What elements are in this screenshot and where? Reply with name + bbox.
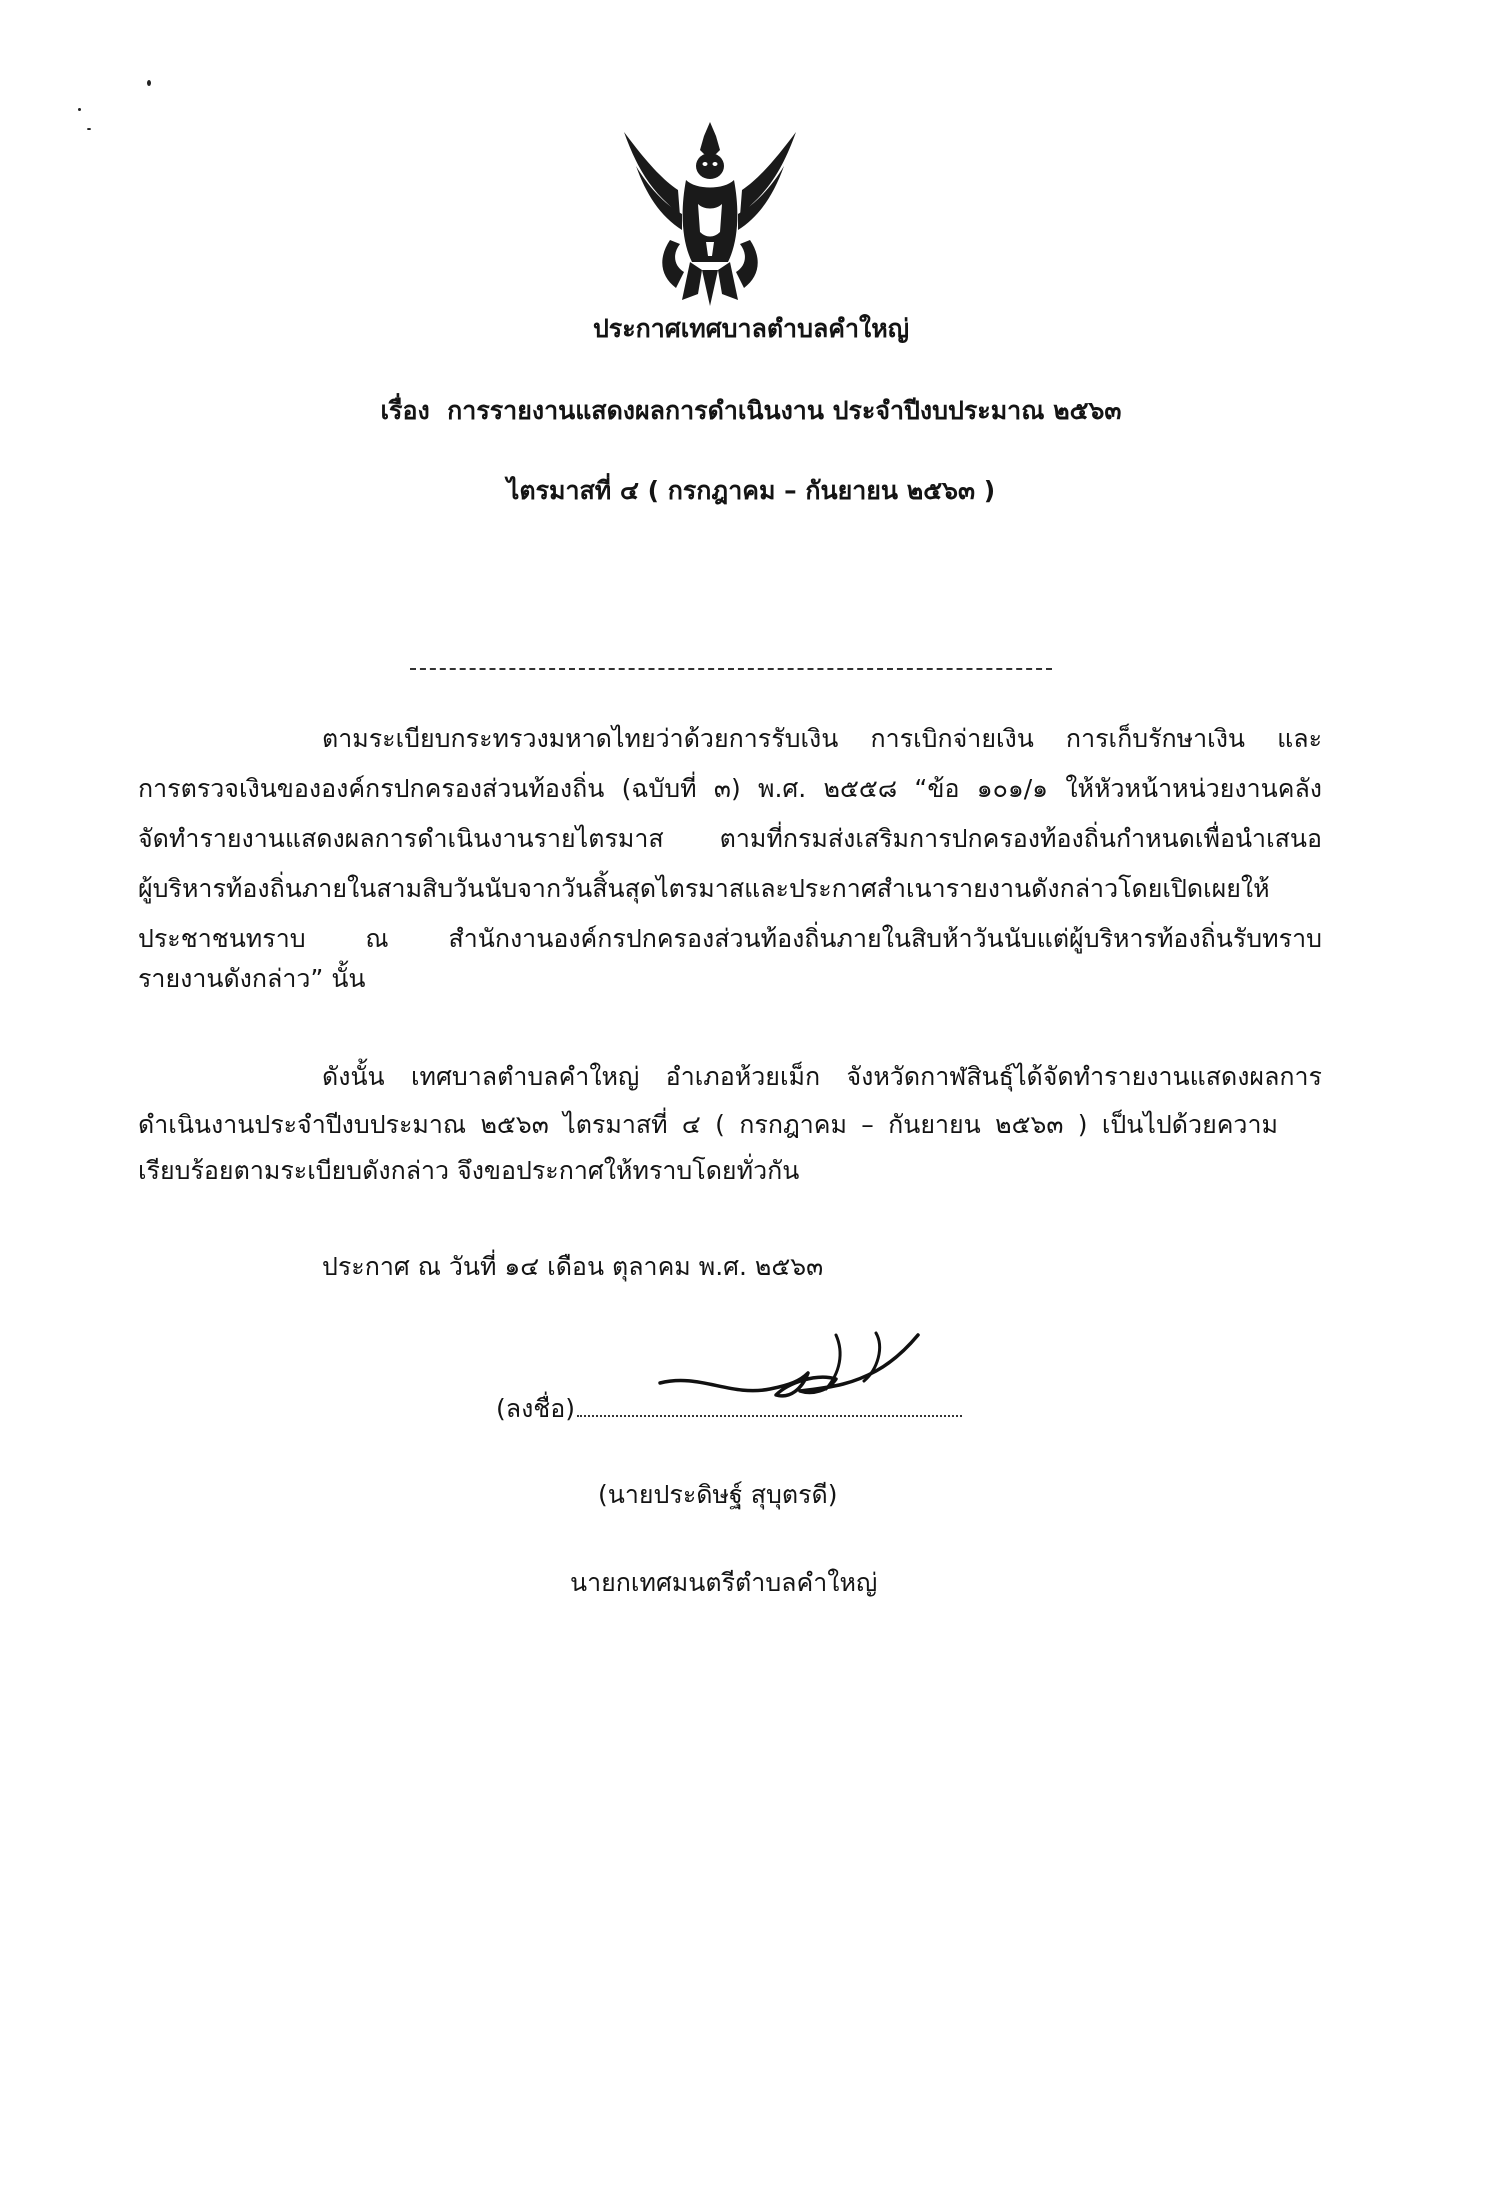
- paragraph1-line-2: การตรวจเงินขององค์กรปกครองส่วนท้องถิ่น (ฉบับที่ ๓) พ.ศ. ๒๕๕๘ “ข้อ ๑๐๑/๑ ให้หัวหน้าหน่วยงานคลัง: [138, 774, 1322, 803]
- subject-line: [0, 394, 1502, 428]
- signer-position: นายกเทศมนตรีตำบลคำใหญ่: [570, 1568, 878, 1597]
- garuda-emblem-icon: [620, 120, 800, 310]
- paragraph1-line-1: ตามระเบียบกระทรวงมหาดไทยว่าด้วยการรับเงิน การเบิกจ่ายเงิน การเก็บรักษาเงิน และ: [322, 724, 1322, 753]
- scan-speck: [87, 128, 91, 130]
- signature-dotted-line: [577, 1415, 962, 1417]
- announcement-title: ประกาศเทศบาลตำบลคำใหญ่: [592, 314, 910, 343]
- announcement-date: ประกาศ ณ วันที่ ๑๔ เดือน ตุลาคม พ.ศ. ๒๕๖๓: [322, 1252, 824, 1281]
- quarter-line: ไตรมาสที่ ๔ ( กรกฎาคม – กันยายน ๒๕๖๓ ): [506, 476, 996, 505]
- scan-speck: [147, 80, 151, 86]
- signer-name: (นายประดิษฐ์ สุบุตรดี): [598, 1480, 838, 1509]
- sign-line: [496, 1392, 962, 1426]
- paragraph2-line-3: เรียบร้อยตามระเบียบดังกล่าว จึงขอประกาศให้ทราบโดยทั่วกัน: [138, 1156, 800, 1185]
- scan-speck: [78, 108, 81, 111]
- paragraph1-line-3: จัดทำรายงานแสดงผลการดำเนินงานรายไตรมาส ตามที่กรมส่งเสริมการปกครองท้องถิ่นกำหนดเพื่อนำเสนอ: [138, 824, 1322, 853]
- sign-label: (ลงชื่อ): [496, 1394, 576, 1423]
- paragraph1-line-5: ประชาชนทราบ ณ สำนักงานองค์กรปกครองส่วนท้องถิ่นภายในสิบห้าวันนับแต่ผู้บริหารท้องถิ่นรับทราบ: [138, 924, 1322, 953]
- paragraph2-line-1: ดังนั้น เทศบาลตำบลคำใหญ่ อำเภอห้วยเม็ก จังหวัดกาฬสินธุ์ได้จัดทำรายงานแสดงผลการ: [322, 1062, 1322, 1091]
- paragraph1-line-4: ผู้บริหารท้องถิ่นภายในสามสิบวันนับจากวันสิ้นสุดไตรมาสและประกาศสำเนารายงานดังกล่าวโดยเปิดเผยให้: [138, 874, 1270, 903]
- header-divider: [410, 668, 1052, 670]
- paragraph2-line-2: ดำเนินงานประจำปีงบประมาณ ๒๕๖๓ ไตรมาสที่ ๔ ( กรกฎาคม – กันยายน ๒๕๖๓ ) เป็นไปด้วยความ: [138, 1110, 1278, 1139]
- subject-label: เรื่อง: [380, 396, 430, 425]
- paragraph1-line-6: รายงานดังกล่าว” นั้น: [138, 964, 366, 993]
- subject-text: การรายงานแสดงผลการดำเนินงาน ประจำปีงบประมาณ ๒๕๖๓: [447, 396, 1122, 425]
